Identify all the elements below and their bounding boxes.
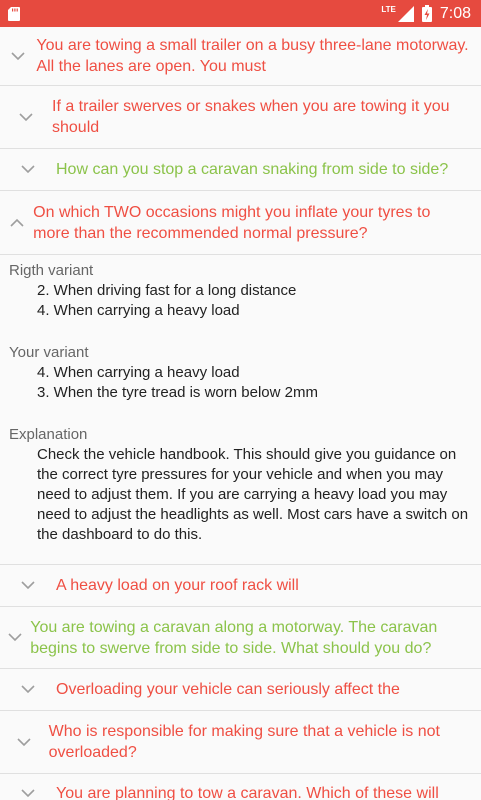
question-text: If a trailer swerves or snakes when you are towing it you should bbox=[52, 98, 450, 136]
question-item[interactable] bbox=[0, 711, 481, 774]
chevron-down-icon[interactable] bbox=[0, 27, 36, 85]
chevron-down-icon[interactable] bbox=[0, 669, 56, 710]
question-item[interactable] bbox=[0, 565, 481, 607]
question-item[interactable] bbox=[0, 149, 481, 191]
your-answer: 4. When carrying a heavy load bbox=[37, 364, 240, 381]
chevron-down-icon[interactable] bbox=[0, 607, 30, 668]
question-text: You are planning to tow a caravan. Which of these will bbox=[56, 785, 439, 800]
question-item[interactable] bbox=[0, 86, 481, 149]
chevron-down-icon[interactable] bbox=[0, 711, 49, 773]
chevron-down-icon[interactable] bbox=[0, 783, 56, 800]
status-right bbox=[381, 5, 471, 23]
network-type: LTE bbox=[381, 5, 396, 14]
right-variant-label: Rigth variant bbox=[9, 262, 94, 279]
sd-card-icon bbox=[8, 7, 20, 21]
clock: 7:08 bbox=[439, 4, 471, 22]
explanation-label: Explanation bbox=[9, 426, 88, 443]
your-variant-label: Your variant bbox=[9, 344, 89, 361]
answer-details bbox=[0, 255, 481, 565]
question-text: You are towing a small trailer on a busy three-lane motorway. All the lanes are open. You must bbox=[36, 37, 469, 75]
question-list[interactable] bbox=[0, 27, 481, 800]
chevron-up-icon[interactable] bbox=[0, 191, 33, 254]
question-text: A heavy load on your roof rack will bbox=[56, 577, 299, 594]
question-text: Overloading your vehicle can seriously affect the bbox=[56, 681, 400, 698]
question-text: Who is responsible for making sure that a vehicle is not overloaded? bbox=[48, 723, 440, 761]
right-answer: 2. When driving fast for a long distance bbox=[37, 282, 297, 299]
signal-icon bbox=[398, 6, 414, 22]
status-left bbox=[8, 7, 20, 21]
question-text: You are towing a caravan along a motorway. The caravan begins to swerve from side to side. What should you do? bbox=[30, 618, 438, 657]
question-item-expanded[interactable] bbox=[0, 191, 481, 255]
chevron-down-icon[interactable] bbox=[0, 565, 56, 606]
explanation-text: Check the vehicle handbook. This should give you guidance on the correct tyre pressures for your vehicle and when you may need to adjust them. If you are carrying a heavy load you may need to adjust the headlights as well. Most cars have a switch on the dashboard to do this. bbox=[37, 446, 469, 543]
question-text: On which TWO occasions might you inflate your tyres to more than the recommended normal pressure? bbox=[33, 203, 431, 242]
right-answer: 4. When carrying a heavy load bbox=[37, 302, 240, 319]
chevron-down-icon[interactable] bbox=[0, 149, 56, 190]
battery-charging-icon bbox=[422, 5, 432, 22]
question-item[interactable] bbox=[0, 669, 481, 711]
your-answer: 3. When the tyre tread is worn below 2mm bbox=[37, 384, 318, 401]
status-bar bbox=[0, 0, 481, 27]
question-item[interactable] bbox=[0, 27, 481, 86]
chevron-down-icon[interactable] bbox=[0, 86, 52, 148]
question-text: How can you stop a caravan snaking from side to side? bbox=[56, 161, 449, 178]
question-item[interactable] bbox=[0, 774, 481, 800]
question-item[interactable] bbox=[0, 607, 481, 669]
